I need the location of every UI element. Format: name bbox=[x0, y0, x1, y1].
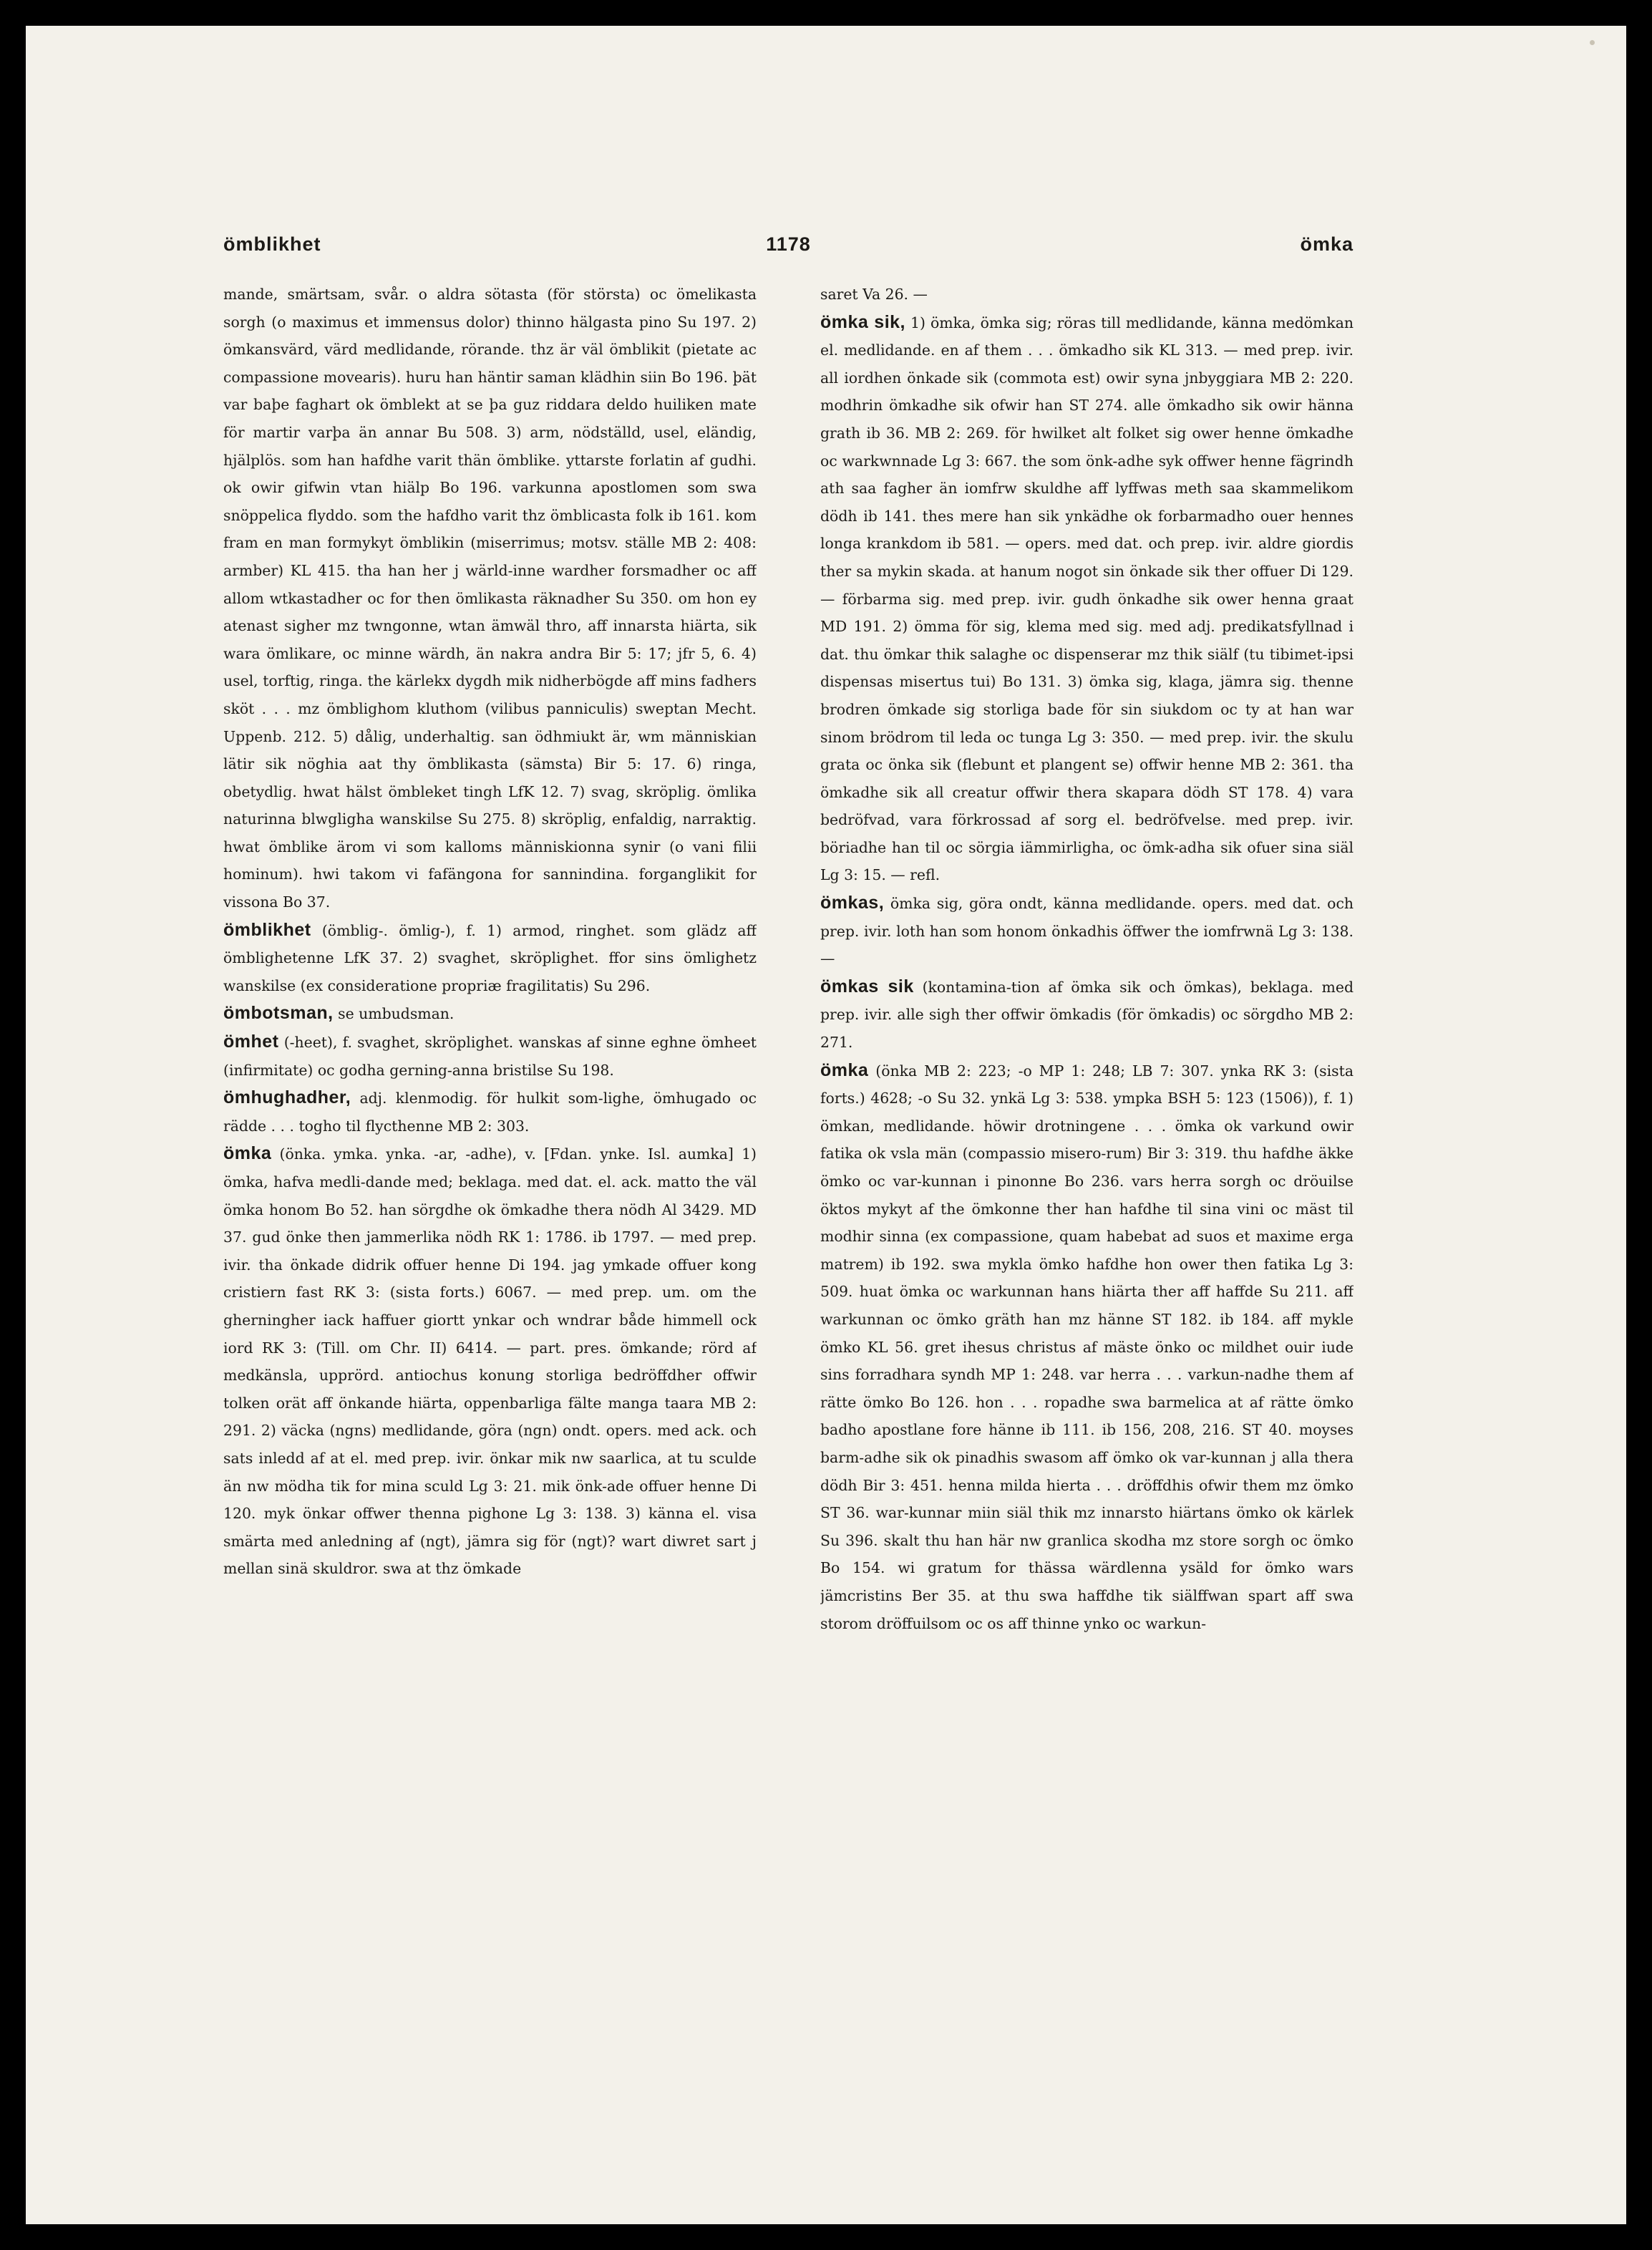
entry-text: (ömblig-. ömlig-), f. 1) armod, ringhet. som glädz aff ömblighetenne LfK 37. 2) svaghet, skröplighet. ffor sins ömlighetz wanskilse (ex consideratione propriæ fragilitatis) Su 296. bbox=[223, 921, 757, 994]
paper-speck bbox=[1590, 40, 1595, 45]
entry-text: (önka. ymka. ynka. -ar, -adhe), v. [Fdan. ynke. Isl. aumka] 1) ömka, hafva medli-dande med; beklaga. med dat. el. ack. matto the väl ömka honom Bo 52. han sörgdhe ok ömkadhe thera nödh Al 3429. MD 37. gud önke then jammerlika nödh RK 1: 1786. ib 1797. — med prep. ivir. tha önkade didrik offuer henne Di 194. jag ymkade offuer kong cristiern fast RK 3: (sista forts.) 6067. — med prep. um. om the gherningher iack haffuer giortt ynkar och wndrar både himmell ock iord RK 3: (Till. om Chr. II) 6414. — part. pres. ömkande; rörd af medkänsla, upprörd. antiochus konung storliga bedröffdher offwir tolken orät aff önkande hiärta, oppenbarliga fälte manga taara MB 2: 291. 2) väcka (ngns) medlidande, göra (ngn) ondt. opers. med ack. och sats inledd af at el. med prep. ivir. önkar mik nw saarlica, at tu sculde än nw mödha tik for mina sculd Lg 3: 21. mik önk-ade offuer henne Di 120. myk önkar offwer thenna pighone Lg 3: 138. 3) känna el. visa smärta med anledning af (ngt), jämra sig för (ngt)? wart diwret sart j mellan sinä skuldror. swa at thz ömkade bbox=[223, 1145, 757, 1578]
dictionary-entry bbox=[223, 1140, 757, 1583]
left-column bbox=[223, 281, 757, 1984]
dictionary-entry bbox=[820, 973, 1354, 1057]
entry-text: mande, smärtsam, svår. o aldra sötasta (för största) oc ömelikasta sorgh (o maximus et immensus dolor) thinno hälgasta pino Su 197. 2) ömkansvärd, värd medlidande, rörande. thz är väl ömblikit (pietate ac compassione movearis). huru han häntir saman klädhin siin Bo 196. þät var baþe faghart ok ömblekt at se þa guz riddara deldo huiliken mate för martir varþa än annar Bu 508. 3) arm, nödställd, usel, eländig, hjälplös. som han hafdhe varit thän ömblike. yttarste forlatin af gudhi. ok owir gifwin vtan hiälp Bo 196. varkunna apostlomen som swa snöppelica flyddo. som the hafdho varit thz ömblicasta folk ib 161. kom fram en man formykyt ömblikin (miserrimus; motsv. ställe MB 2: 408: armber) KL 415. tha han her j wärld-inne wardher forsmadher oc aff allom wtkastadher oc for then ömlikasta räknadher Su 350. om hon ey atenast sigher mz twngonne, wtan ämwäl thro, aff innarsta hiärta, sik wara ömlikare, oc minne wärdh, än nakra andra Bir 5: 17; jfr 5, 6. 4) usel, torftig, ringa. the kärlekx dygdh mik nidherbögde aff mins fadhers sköt . . . mz ömblighom kluthom (vilibus panniculis) sweptan Mecht. Uppenb. 212. 5) dålig, underhaltig. san ödhmiukt är, wm människian lätir sik nöghia aat thy ömblikasta (sämsta) Bir 5: 17. 6) ringa, obetydlig. hwat hälst ömbleket tingh LfK 12. 7) svag, skröplig. ömlika naturinna blwglighа wanskilse Su 275. 8) skröplig, enfaldig, narraktig. hwat ömblike ärom vi som kalloms människionna synir (o vani filii hominum). hwi takom vi fafängona for sannindina. forganglikit for vissona Bo 37. bbox=[223, 286, 757, 911]
page-header bbox=[223, 233, 1354, 262]
entry-text: (-heet), f. svaghet, skröplighet. wanskas af sinne eghne ömheet (infirmitate) oc godha gerning-anna bristilse Su 198. bbox=[223, 1034, 757, 1079]
entry-headword: ömka sik, bbox=[820, 311, 905, 332]
dictionary-entry bbox=[820, 1057, 1354, 1637]
entry-text: (kontamina-tion af ömka sik och ömkas), beklaga. med prep. ivir. alle sigh ther offwir ömkadis (för ömkadis) oc sörgdho MB 2: 271. bbox=[820, 978, 1354, 1052]
header-right-guideword: ömka bbox=[1300, 233, 1354, 255]
entry-text: (önka MB 2: 223; -o MP 1: 248; LB 7: 307. ynka RK 3: (sista forts.) 4628; -o Su 32. ynkä Lg 3: 538. ympka BSH 5: 123 (1506)), f. 1) ömkan, medlidande. höwir drotningene . . . ömka ok varkund owir fatika ok vsla män (compassio misero-rum) Bir 3: 319. thu hafdhe äkke ömko oc var-kunnan i pinonne Bo 236. vars herra sorgh oc dröuilse öktos mykyt af the ömkonne ther han hafdhe til sina vini oc mäst til modhir sinna (ex compassione, quam habebat ad suos et maxime erga matrem) ib 192. swa mykla ömko hafdhe hon ower then fatika Lg 3: 509. huat ömka oc warkunnan hans hiärta ther aff haffde Su 211. aff warkunnan oc ömko gräth han mz hänne ST 182. ib 184. aff mykle ömko KL 56. gret ihesus christus af mäste önko oc mildhet ouir iude sins forradhara syndh MP 1: 248. var herra . . . varkun-nadhe them af rätte ömko Bo 126. hon . . . ropadhe swa barmelica at af rätte ömko badho apostlane fore hänne ib 111. ib 156, 208, 216. ST 40. moyses barm-adhe sik ok pinadhis swasom aff ömko ok var-kunnan j alla thera dödh Bir 3: 451. henna milda hierta . . . dröffdhis ofwir them mz ömko ST 36. war-kunnar miin siäl thik mz innarsto hiärtans ömko ok kärlek Su 396. skalt thu han här nw granlica skodha mz store sorgh oc ömko Bo 154. wi gratum for thässa wärdlenna ysäld for ömko wars jämcristins Ber 35. at thu swa haffdhe tik siälffwan spart aff swa storom dröffuilsom oc os aff thinne ynko oc warkun- bbox=[820, 1062, 1354, 1632]
entry-headword: ömkas sik bbox=[820, 976, 914, 997]
entry-text: saret Va 26. — bbox=[820, 286, 928, 303]
entry-text: ömka sig, göra ondt, känna medlidande. opers. med dat. och prep. ivir. loth han som honom önkadhis öffwer the iomfrwnä Lg 3: 138. — bbox=[820, 895, 1354, 968]
entry-text: adj. klenmodig. för hulkit som-lighe, ömhugado oc rädde . . . togho til flycthenne MB 2: 303. bbox=[223, 1090, 757, 1135]
dictionary-entry bbox=[820, 889, 1354, 973]
entry-headword: ömhet bbox=[223, 1032, 279, 1052]
entry-text: se umbudsman. bbox=[333, 1005, 455, 1023]
entry-headword: ömka bbox=[223, 1143, 272, 1164]
entry-headword: ömka bbox=[820, 1059, 869, 1080]
entry-text: 1) ömka, ömka sig; röras till medlidande, känna medömkan el. medlidande. en af them . . . ömkadho sik KL 313. — med prep. ivir. all iordhen önkade sik (commota est) owir syna jnbyggiara MB 2: 220. modhrin ömkadhe sik ofwir han ST 274. alle ömkadho sik owir hänna grath ib 36. MB 2: 269. för hwilket alt folket sig ower henne ömkadhe oc warkwnnade Lg 3: 667. the som önk-adhe syk offwer henne fägrindh ath saa fagher än iomfrw skuldhe aff lyffwas meth saa skammelikom dödh ib 141. thes mere han sik ynkädhe ok forbarmadho ouer hennes longa krankdom ib 581. — opers. med dat. och prep. ivir. aldre giordis ther sa mykin skada. at hanum nogot sin önkade sik ther offuer Di 129. — förbarma sig. med prep. ivir. gudh önkadhe sik ower henna graat MD 191. 2) ömma för sig, klema med sig. med adj. predikatsfyllnad i dat. thu ömkar thik salaghe oc dispenserar mz thik siälf (tu tibimet-ipsi dispensas misertus tui) Bo 131. 3) ömka sig, klaga, jämra sig. thenne brodren ömkade sig storliga bade för sin siukdom oc ty at han war sinom brödrom til leda oc tunga Lg 3: 350. — med prep. ivir. the skulu grata oc önka sik (flebunt et plangent se) offwir henne MB 2: 361. tha ömkadhe sik all creatur offwir thera skapara dödh ST 178. 4) vara bedröfvad, vara förkrossad af sorg el. bedröfvelse. med prep. ivir. böriadhe han til oc sörgia iämmirligha, oc ömk-adha sik ofuer sina siäl Lg 3: 15. — refl. bbox=[820, 314, 1354, 884]
entry-headword: ömkas, bbox=[820, 893, 885, 913]
page-number: 1178 bbox=[766, 233, 811, 255]
entry-headword: ömhughadher, bbox=[223, 1087, 351, 1108]
dictionary-entry bbox=[223, 999, 757, 1028]
right-column bbox=[820, 281, 1354, 1984]
dictionary-entry bbox=[820, 281, 1354, 309]
dictionary-entry bbox=[223, 1028, 757, 1084]
entry-headword: ömbotsman, bbox=[223, 1003, 334, 1024]
entry-headword: ömblikhet bbox=[223, 919, 311, 940]
dictionary-entry bbox=[223, 281, 757, 916]
header-left-guideword: ömblikhet bbox=[223, 233, 321, 255]
dictionary-page bbox=[26, 26, 1626, 2224]
dictionary-entry bbox=[223, 1084, 757, 1140]
dictionary-entry bbox=[820, 309, 1354, 889]
dictionary-entry bbox=[223, 916, 757, 1000]
